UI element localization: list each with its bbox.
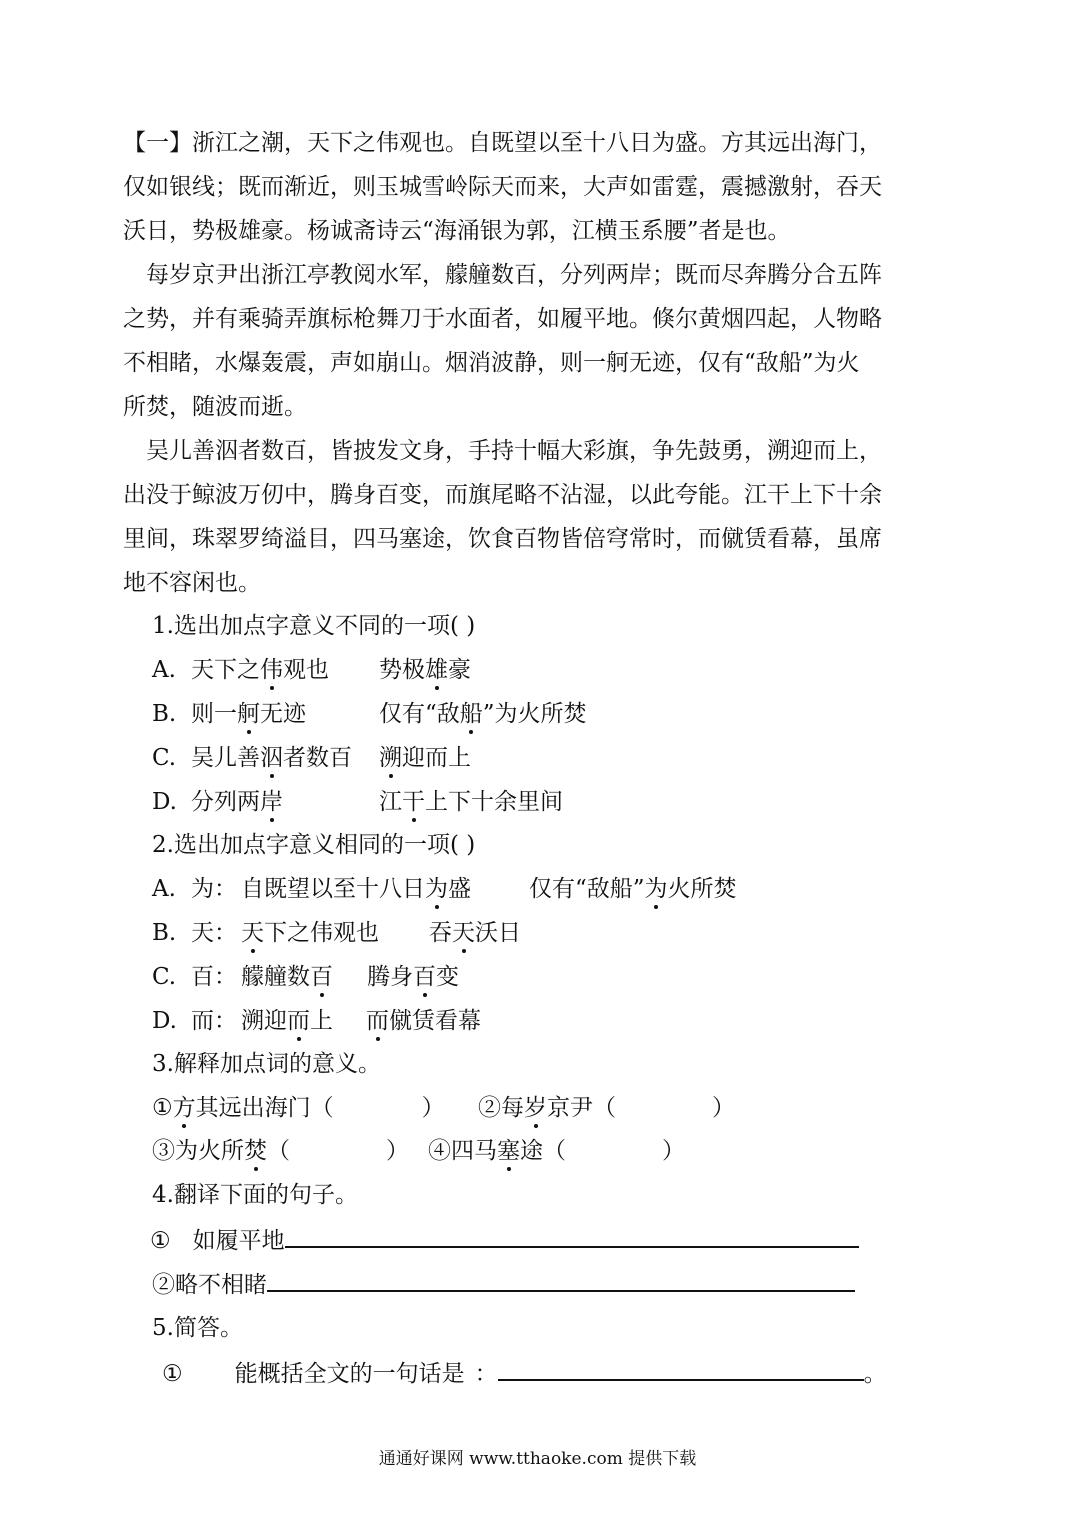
passage-line: 里间，珠翠罗绮溢目，四马塞途，饮食百物皆倍穹常时，而僦赁看幕，虽席 [123,526,882,552]
option-key: 而： [191,1008,237,1034]
option-phrase-1: 溯迎而上 [241,1008,333,1034]
option-phrase-2: 而僦赁看幕 [366,1008,481,1034]
answer-line[interactable] [267,1268,855,1292]
option-phrase-1: 自既望以至十八日为盛 [241,876,471,902]
option-label: D. [152,789,177,815]
question-2-stem: 2.选出加点字意义相同的一项( ) [152,832,476,858]
option-key: 为： [191,876,237,902]
dotted-char: 天 [241,920,264,946]
option-label: A. [152,876,176,902]
option-phrase-2: 仅有“敌船”为火所焚 [379,701,587,727]
q4-sentence-1 [150,1224,859,1256]
dotted-char: 焚 [244,1138,267,1164]
answer-line[interactable] [285,1224,859,1248]
q4-sentence-2 [152,1268,855,1300]
dotted-char: 百 [310,964,333,990]
dotted-char: 岸 [260,789,283,815]
option-label: D. [152,1008,177,1034]
q3-item-3: ③为火所焚（ ） [152,1138,409,1164]
dotted-char: 而 [287,1008,310,1034]
option-phrase-1: 天下之伟观也 [191,657,329,683]
item-number: ① [162,1361,183,1387]
dotted-char: 为 [425,876,448,902]
q3-item-2: ②每岁京尹（ ） [478,1095,735,1121]
option-label: B. [152,920,177,946]
passage-line: 每岁京尹出浙江亭教阅水军，艨艟数百，分列两岸；既而尽奔腾分合五阵 [123,262,882,288]
question-4-stem: 4.翻译下面的句子。 [152,1182,358,1208]
option-phrase-2: 腾身百变 [367,964,459,990]
question-5-stem: 5.简答。 [152,1315,243,1341]
passage-line: 仅如银线；既而渐近，则玉城雪岭际天而来，大声如雷霆，震撼激射，吞天 [123,174,882,200]
option-key: 天： [191,920,237,946]
q3-item-4: ④四马塞途（ ） [428,1138,685,1164]
option-phrase-2: 势极雄豪 [379,657,471,683]
option-phrase-1: 吴儿善泅者数百 [191,745,352,771]
dotted-char: 方 [172,1095,196,1121]
footer-credit: 通通好课网 www.tthaoke.com 提供下载 [378,1449,697,1469]
passage-line: 【一】浙江之潮，天下之伟观也。自既望以至十八日为盛。方其远出海门， [123,130,882,156]
dotted-char: 溯 [379,745,402,771]
sentence-text: 略不相睹 [175,1272,267,1298]
period: 。 [863,1361,887,1387]
colon: ： [474,1361,498,1387]
passage-line: 沃日，势极雄豪。杨诚斋诗云“海涌银为郭，江横玉系腰”者是也。 [123,218,791,244]
dotted-char: 雄 [425,657,448,683]
dotted-char: 伟 [260,657,283,683]
dotted-char: 为 [644,876,668,902]
option-phrase-2: 江干上下十余里间 [379,789,563,815]
passage-line: 出没于鲸波万仞中，腾身百变，而旗尾略不沾湿，以此夸能。江干上下十余 [123,482,882,508]
dotted-char: 百 [413,964,436,990]
dotted-char: 干 [402,789,425,815]
item-number: ① [150,1228,171,1254]
question-3-stem: 3.解释加点词的意义。 [152,1051,381,1077]
dotted-char: 舸 [237,701,260,727]
dotted-char: 泅 [260,745,283,771]
passage-line: 地不容闲也。 [123,570,261,596]
dotted-char: 塞 [497,1138,520,1164]
passage-line: 所焚，随波而逝。 [123,394,307,420]
option-label: C. [152,964,177,990]
dotted-char: 岁 [524,1095,547,1121]
dotted-char: 而 [366,1008,389,1034]
option-phrase-2: 溯迎而上 [379,745,471,771]
option-key: 百： [191,964,237,990]
option-phrase-2: 仅有“敌船”为火所焚 [529,876,737,902]
answer-line[interactable] [498,1357,864,1381]
q3-item-1: ①方其远出海门（ ） [152,1095,445,1121]
passage-line: 不相睹，水爆轰震，声如崩山。烟消波静，则一舸无迹，仅有“敌船”为火 [123,350,860,376]
question-1-stem: 1.选出加点字意义不同的一项( ) [152,613,476,639]
dotted-char: 天 [452,920,475,946]
passage-line: 之势，并有乘骑弄旗标枪舞刀于水面者，如履平地。倏尔黄烟四起，人物略 [123,306,882,332]
q5-item-1 [162,1357,887,1389]
option-label: C. [152,745,177,771]
option-phrase-2: 吞天沃日 [429,920,521,946]
dotted-char: 船 [459,701,483,727]
option-label: A. [152,657,176,683]
option-phrase-1: 艨艟数百 [241,964,333,990]
passage-line: 吴儿善泅者数百，皆披发文身，手持十幅大彩旗，争先鼓勇，溯迎而上， [123,438,882,464]
option-phrase-1: 则一舸无迹 [191,701,306,727]
question-text: 能概括全文的一句话是 [234,1361,465,1387]
item-number: ② [152,1272,175,1298]
option-phrase-1: 分列两岸 [191,789,283,815]
option-label: B. [152,701,177,727]
sentence-text: 如履平地 [192,1228,285,1254]
option-phrase-1: 天下之伟观也 [241,920,379,946]
